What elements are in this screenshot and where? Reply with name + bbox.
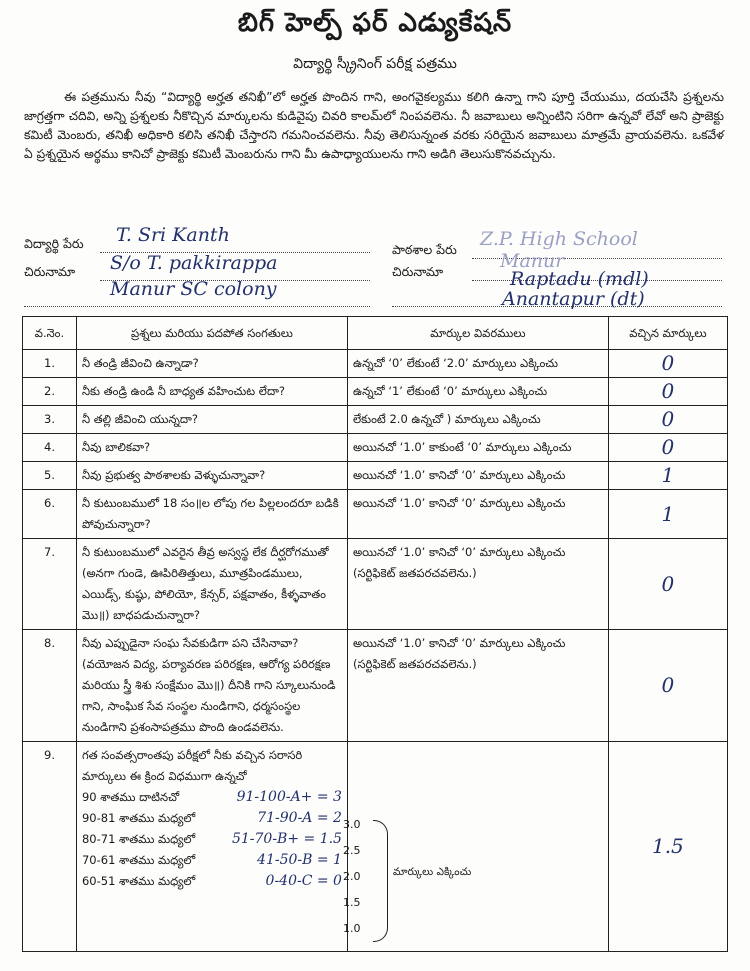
row-question bbox=[76, 742, 347, 952]
grade-line bbox=[82, 829, 342, 850]
grade-line bbox=[82, 871, 342, 892]
brace-marks-label: మార్కులు ఎక్కించు bbox=[393, 866, 472, 878]
header-marks-details: మార్కుల వివరములు bbox=[347, 317, 608, 350]
row-question: నీకు తండ్రి ఉండి నీ బాధ్యత వహించుట లేదా? bbox=[76, 378, 347, 406]
score-value: 3.0 bbox=[343, 818, 361, 831]
row-question: నీ కుటుంబములో ఎవరైన తీవ్ర అస్వస్థ లేక దీర్ఘరోగముతో (అనగా గుండె, ఊపిరితిత్తులు, మూత్రపిండములు, ఎయిడ్స్, కుష్ఠు, పోలియో, కేన్సర్, పక్షవాతం, కీళ్ళవాతం మొ॥) బాధపడుచున్నారా? bbox=[76, 539, 347, 630]
score-value: 1.5 bbox=[343, 896, 361, 909]
school-address-value-1[interactable]: Manur bbox=[500, 250, 565, 272]
student-name-value[interactable]: T. Sri Kanth bbox=[116, 224, 230, 246]
grade-label: 70-61 శాతము మధ్యలో bbox=[81, 853, 196, 867]
score-scale bbox=[343, 812, 361, 942]
row-number: 4. bbox=[23, 434, 77, 462]
row-marks-info: ఉన్నచో ‘1’ లేకుంటే ‘0’ మార్కులు ఎక్కించు bbox=[347, 378, 608, 406]
header-serial: వ.నెం. bbox=[23, 317, 77, 350]
row-number: 6. bbox=[23, 490, 77, 539]
grade-label: 80-71 శాతము మధ్యలో bbox=[81, 832, 196, 846]
score-value: 2.5 bbox=[343, 844, 361, 857]
grade-handwritten: 0-40-C = 0 bbox=[265, 873, 342, 889]
table-row bbox=[23, 462, 728, 490]
table-row bbox=[23, 378, 728, 406]
row-question: నీ తండ్రి జీవించి ఉన్నాడా? bbox=[76, 350, 347, 378]
row-marks-obtained[interactable]: 0 bbox=[608, 539, 727, 630]
form-subtitle: విద్యార్థి స్క్రీనింగ్ పరీక్ష పత్రము bbox=[293, 56, 457, 72]
grade-handwritten: 91-100-A+ = 3 bbox=[236, 789, 342, 805]
table-header-row bbox=[23, 317, 728, 350]
school-address-value-2[interactable]: Raptadu (mdl) bbox=[510, 268, 649, 290]
address-line-2 bbox=[24, 306, 370, 307]
grade-handwritten: 41-50-B = 1 bbox=[257, 852, 342, 868]
score-value: 2.0 bbox=[343, 870, 361, 883]
table-row bbox=[23, 539, 728, 630]
row-marks-info: అయినచో ‘1.0’ కానిచో ‘0’ మార్కులు ఎక్కించు (సర్టిఫికెట్ జతపరచవలెను.) bbox=[347, 630, 608, 742]
grade-line bbox=[82, 787, 342, 808]
row-question: నీ తల్లి జీవించి యున్నదా? bbox=[76, 406, 347, 434]
grade-label: 60-51 శాతము మధ్యలో bbox=[81, 874, 196, 888]
row-marks-obtained[interactable]: 0 bbox=[608, 378, 727, 406]
row-marks-obtained[interactable]: 1 bbox=[608, 490, 727, 539]
row-marks-info: ఉన్నచో ‘0’ లేకుంటే ‘2.0’ మార్కులు ఎక్కించు bbox=[347, 350, 608, 378]
grade-label: 90-81 శాతము మధ్యలో bbox=[81, 811, 196, 825]
table-row bbox=[23, 490, 728, 539]
header-marks-obtained: వచ్చిన మార్కులు bbox=[608, 317, 727, 350]
row-marks-obtained[interactable]: 0 bbox=[608, 434, 727, 462]
grade-handwritten: 51-70-B+ = 1.5 bbox=[231, 831, 342, 847]
row-number: 9. bbox=[23, 742, 77, 952]
row-marks-info: అయినచో ‘1.0’ కానిచో ‘0’ మార్కులు ఎక్కించు bbox=[347, 462, 608, 490]
header-questions: ప్రశ్నలు మరియు పదపోత సంగతులు bbox=[76, 317, 347, 350]
row-marks-obtained[interactable]: 1 bbox=[608, 462, 727, 490]
grade-label: 90 శాతము దాటినచో bbox=[81, 790, 180, 804]
row-marks-info: అయినచో ‘1.0’ కానిచో ‘0’ మార్కులు ఎక్కించు bbox=[347, 490, 608, 539]
score-value: 1.0 bbox=[343, 922, 361, 935]
table-row bbox=[23, 350, 728, 378]
row-number: 3. bbox=[23, 406, 77, 434]
table-row bbox=[23, 630, 728, 742]
grade-line bbox=[82, 850, 342, 871]
row-marks-obtained[interactable]: 0 bbox=[608, 350, 727, 378]
school-name-label: పాఠశాల పేరు bbox=[392, 242, 457, 257]
table-row bbox=[23, 406, 728, 434]
row-number: 1. bbox=[23, 350, 77, 378]
grade-line bbox=[82, 808, 342, 829]
row-question: నీవు ప్రభుత్వ పాఠశాలకు వెళ్ళుచున్నావా? bbox=[76, 462, 347, 490]
row-marks-info: అయినచో ‘1.0’ కానిచో ‘0’ మార్కులు ఎక్కించు (సర్టిఫికెట్ జతపరచవలెను.) bbox=[347, 539, 608, 630]
row-marks-obtained[interactable]: 0 bbox=[608, 630, 727, 742]
row-question: నీవు బాలికవా? bbox=[76, 434, 347, 462]
address-value-1[interactable]: S/o T. pakkirappa bbox=[110, 252, 278, 274]
row9-intro: గత సంవత్సరాంతపు పరీక్షలో నీకు వచ్చిన సరాసరి మార్కులు ఈ క్రింద విధముగా ఉన్నచో bbox=[81, 748, 303, 783]
row-number: 5. bbox=[23, 462, 77, 490]
form-title: బిగ్ హెల్ప్ ఫర్ ఎడ్యుకేషన్ bbox=[237, 8, 513, 38]
school-address-label: చిరునామా bbox=[392, 264, 444, 279]
grade-handwritten: 71-90-A = 2 bbox=[257, 810, 342, 826]
school-address-value-3[interactable]: Anantapur (dt) bbox=[502, 288, 645, 310]
address-label: చిరునామా bbox=[24, 264, 76, 279]
row-question: నీ కుటుంబములో 18 సం॥ల లోపు గల పిల్లలందరూ బడికి పోవుచున్నారా? bbox=[76, 490, 347, 539]
row-number: 2. bbox=[23, 378, 77, 406]
row-question: నీవు ఎప్పుడైనా సంఘ సేవకుడిగా పని చేసినావా? (వయోజన విద్య, పర్యావరణ పరిరక్షణ, ఆరోగ్య పరిరక్షణ మరియు స్త్రీ శిశు సంక్షేమం మొ॥) దీనికి గాని స్కూలునుండి గాని, సాంఘిక సేవ సంస్థల నుండిగాని, ధర్మసంస్థల నుండిగాని ప్రశంసాపత్రము పొంది ఉండవలెను. bbox=[76, 630, 347, 742]
student-name-label: విద్యార్థి పేరు bbox=[24, 236, 84, 251]
address-value-2[interactable]: Manur SC colony bbox=[110, 278, 277, 300]
school-name-value[interactable]: Z.P. High School bbox=[480, 228, 638, 250]
brace-bracket bbox=[373, 820, 388, 942]
row-marks-obtained[interactable]: 1.5 bbox=[608, 742, 727, 952]
row-number: 8. bbox=[23, 630, 77, 742]
row-marks-info: లేకుంటే 2.0 ఉన్నచో ) మార్కులు ఎక్కించు bbox=[347, 406, 608, 434]
instructions-paragraph: ఈ పత్రమును నీవు “విద్యార్థి అర్హత తనిఖీ”లో అర్హత పొందిన గాని, అంగవైకల్యము కలిగి ఉన్నా గాని పూర్తి చేయుము, దయచేసి ప్రశ్నలను జాగ్రత్తగా చదివి, అన్ని ప్రశ్నలకు నీకొచ్చిన మార్కులను కుడివైపు చివరి కాలమ్‌లో నింపవలెను. నీ జవాబులు అన్నింటిని సరిగా ఉన్నవో లేవో అని ప్రాజెక్టు కమిటీ మెంబరు, తనిఖీ అధికారి కలిసి తనిఖీ చేస్తారని గమనించవలెను. నీవు తెలిసున్నంత వరకు సరియైన జవాబులు మాత్రమే వ్రాయవలెను. ఒకవేళ ఏ ప్రశ్నయైన అర్థము కానిచో ప్రాజెక్టు కమిటీ మెంబరును గాని మీ ఉపాధ్యాయులను గాని అడిగి తెలుసుకొనవచ్చును. bbox=[24, 90, 724, 161]
table-row bbox=[23, 434, 728, 462]
row-marks-obtained[interactable]: 0 bbox=[608, 406, 727, 434]
row-marks-info: అయినచో ‘1.0’ కాకుంటే ‘0’ మార్కులు ఎక్కించు bbox=[347, 434, 608, 462]
row-number: 7. bbox=[23, 539, 77, 630]
